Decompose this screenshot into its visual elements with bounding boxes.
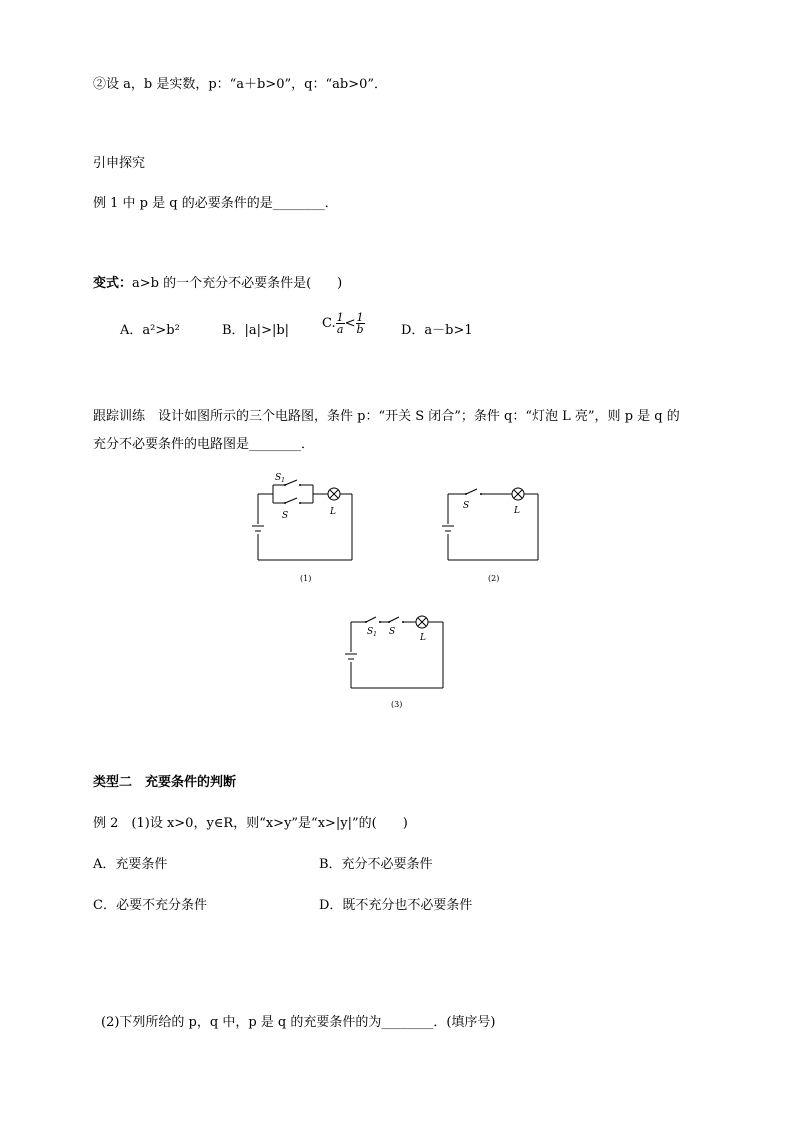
example2-option-c: C．必要不充分条件: [93, 898, 207, 913]
variant-option-d: D．a－b>1: [401, 323, 473, 338]
variant-question: [93, 272, 342, 291]
switch-s1-label: $S_1$: [275, 473, 285, 484]
example2-option-b: B．充分不必要条件: [319, 857, 433, 872]
option-c-prefix: C.: [322, 316, 336, 331]
lamp-label: L: [420, 633, 426, 643]
example2-option-a: A．充要条件: [93, 857, 168, 872]
tracking-line-2: 充分不必要条件的电路图是________．: [93, 437, 315, 452]
variant-option-b: B．|a|>|b|: [222, 323, 290, 338]
tracking-line-1: 跟踪训练 设计如图所示的三个电路图，条件 p：“开关 S 闭合”；条件 q：“灯泡 L 亮”，则 p 是 q 的: [93, 409, 680, 424]
fraction-1-over-b: [356, 312, 365, 335]
fraction-1-over-a: [336, 312, 345, 335]
switch-s-label: S: [389, 627, 396, 637]
example2-question: 例 2 (1)设 x>0，y∈R，则“x>y”是“x>|y|”的( ): [93, 816, 408, 831]
frac-den: a: [336, 323, 344, 336]
variant-label: 变式：: [93, 276, 133, 291]
statement-2: ②设 a，b 是实数，p：“a＋b>0”，q：“ab>0”．: [93, 77, 388, 92]
frac-num: 1: [336, 311, 344, 324]
switch-s-label: S: [282, 511, 289, 521]
less-than: <: [344, 316, 356, 331]
frac-num: 1: [356, 311, 364, 324]
example2-part2: (2)下列所给的 p，q 中，p 是 q 的充要条件的为________．(填序号): [101, 1015, 496, 1030]
switch-s-label: S: [463, 501, 470, 511]
circuit-diagram-1: [245, 470, 365, 590]
section-extend-heading: 引申探究: [93, 156, 146, 171]
lamp-label: L: [514, 506, 520, 516]
lamp-label: L: [330, 507, 336, 517]
circuit-diagram-3: [338, 598, 458, 718]
circuit-caption: (2): [488, 574, 500, 583]
example2-option-d: D．既不充分也不必要条件: [319, 898, 473, 913]
circuit-caption: (3): [391, 700, 403, 709]
variant-text: a>b 的一个充分不必要条件是( ): [132, 276, 343, 291]
switch-s1-label: $S_1$: [367, 627, 377, 638]
frac-den: b: [356, 323, 364, 336]
type2-heading: 类型二 充要条件的判断: [93, 775, 237, 790]
circuit-caption: (1): [300, 574, 312, 583]
variant-option-c: [322, 312, 365, 335]
circuit-diagram-2: [435, 470, 555, 590]
extend-question: 例 1 中 p 是 q 的必要条件的是________．: [93, 196, 338, 211]
variant-option-a: A．a²>b²: [120, 323, 180, 338]
